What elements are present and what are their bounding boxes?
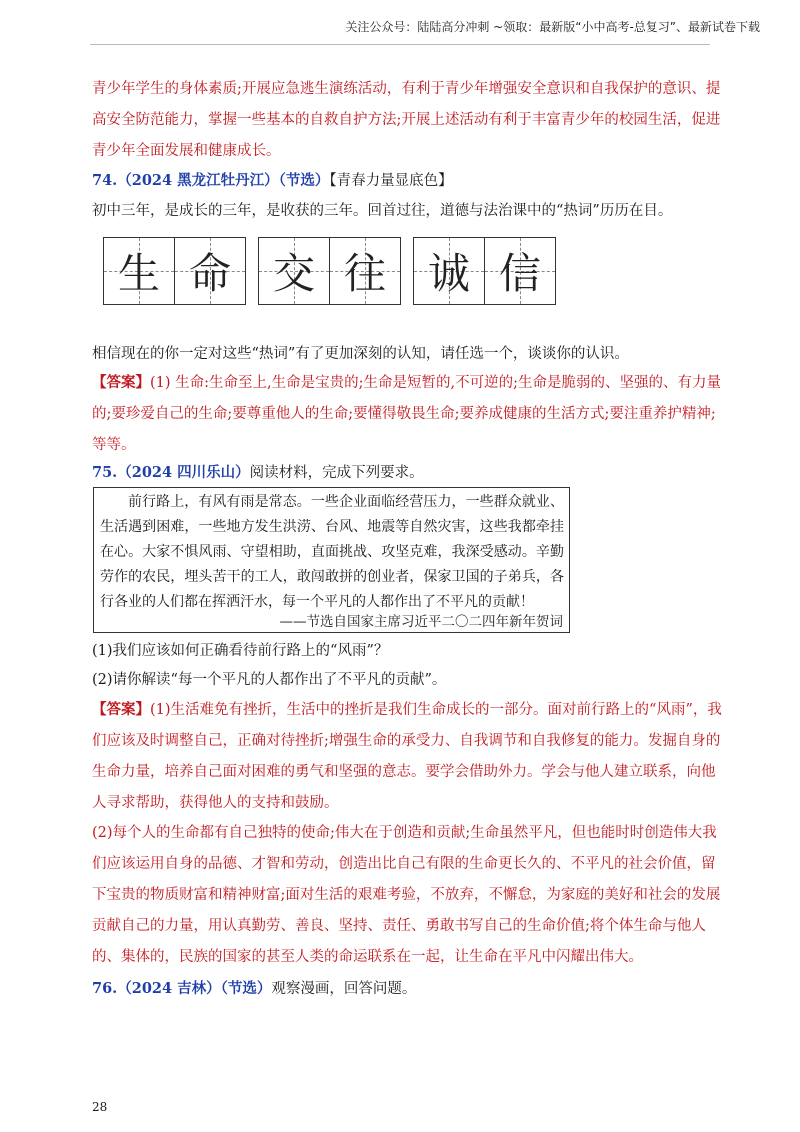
tile-group-life: [103, 237, 246, 305]
answer-label: 【答案】: [92, 374, 150, 391]
tile-char: 往: [330, 238, 400, 304]
header-divider: [90, 44, 710, 45]
quote-source: ——节选自国家主席习近平二〇二四年新年贺词: [279, 614, 563, 630]
question-74-prompt: 相信现在的你一定对这些“热词”有了更加深刻的认知，请任选一个，谈谈你的认识。: [92, 346, 629, 362]
tile-char: 命: [175, 238, 245, 304]
question-76-heading: [92, 978, 416, 1000]
answer-label: 【答案】: [92, 701, 150, 718]
question-75-heading: [92, 462, 424, 484]
question-75-answer-2: (2)每个人的生命都有自己独特的使命;伟大在于创造和贡献;生命虽然平凡，但也能时时创造伟大我们应该运用自身的品德、才智和劳动，创造出比自己有限的生命更长久的、不平凡的社会价值，留下宝贵的物质财富和精神财富;面对生活的艰难考验，不放弃，不懈怠，为家庭的美好和社会的发展贡献自己的力量，用认真勤劳、善良、坚持、责任、勇敢书写自己的生命价值;将个体生命与他人的、集体的，民族的国家的甚至人类的命运联系在一起，让生命在平凡中闪耀出伟大。: [92, 825, 721, 965]
tile-char: 诚: [414, 238, 485, 304]
tile-group-interaction: [258, 237, 401, 305]
page-number: 28: [92, 1100, 108, 1114]
question-76-source: （2024 吉林）（节选）: [117, 980, 272, 997]
hot-words-tiles: [103, 237, 564, 305]
question-74-answer: 【答案】(1) 生命:生命至上,生命是宝贵的;生命是短暂的,不可逆的;生命是脆弱的、坚强的、有力量的;要珍爱自己的生命;要尊重他人的生命;要懂得敬畏生命;要养成健康的生活方式;要注重养护精神;等等。: [92, 374, 722, 453]
question-75-intro: 阅读材料，完成下列要求。: [249, 465, 424, 481]
page-header: 关注公众号：陆陆高分冲刺 ~领取：最新版“小中高考-总复习”、最新试卷下载: [345, 20, 760, 34]
question-74-heading: [92, 170, 453, 192]
question-75-sub1: (1)我们应该如何正确看待前行路上的“风雨”？: [92, 643, 389, 659]
question-74-intro: 初中三年，是成长的三年，是收获的三年。回首过往，道德与法治课中的“热词”历历在目。: [92, 203, 673, 219]
question-74-source: （2024 黑龙江牡丹江）（节选）: [117, 172, 330, 189]
question-74-tag: 【青春力量显底色】: [329, 173, 453, 189]
question-75-sub2: (2)请你解读“每一个平凡的人都作出了不平凡的贡献”。: [92, 672, 447, 688]
question-76-intro: 观察漫画，回答问题。: [271, 981, 417, 997]
question-75-source: （2024 四川乐山）: [117, 464, 250, 481]
continuation-paragraph: 青少年学生的身体素质;开展应急逃生演练活动，有利于青少年增强安全意识和自我保护的意识、提高安全防范能力，掌握一些基本的自救自护方法;开展上述活动有利于丰富青少年的校园生活，促进青少年全面发展和健康成长。: [92, 81, 721, 159]
quote-text: 前行路上，有风有雨是常态。一些企业面临经营压力，一些群众就业、生活遇到困难，一些地方发生洪涝、台风、地震等自然灾害，这些我都牵挂在心。大家不惧风雨、守望相助，直面挑战、攻坚克难，我深受感动。辛勤劳作的农民，埋头苦干的工人，敢闯敢拼的创业者，保家卫国的子弟兵，各行各业的人们都在挥洒汗水，每一个平凡的人都作出了不平凡的贡献！: [100, 494, 564, 610]
question-74-number: 74.: [92, 172, 118, 189]
tile-char: 生: [104, 238, 175, 304]
tile-group-honesty: [413, 237, 556, 305]
question-75-number: 75.: [92, 464, 118, 481]
quote-box: [93, 487, 570, 633]
tile-char: 交: [259, 238, 330, 304]
tile-char: 信: [485, 238, 555, 304]
question-76-number: 76.: [92, 980, 118, 997]
question-75-answer-1: 【答案】(1)生活难免有挫折，生活中的挫折是我们生命成长的一部分。面对前行路上的“风雨”，我们应该及时调整自己，正确对待挫折;增强生命的承受力、自我调节和自我修复的能力。发掘自身的生命力量，培养自己面对困难的勇气和坚强的意志。要学会借助外力。学会与他人建立联系，向他人寻求帮助，获得他人的支持和鼓励。: [92, 701, 722, 811]
